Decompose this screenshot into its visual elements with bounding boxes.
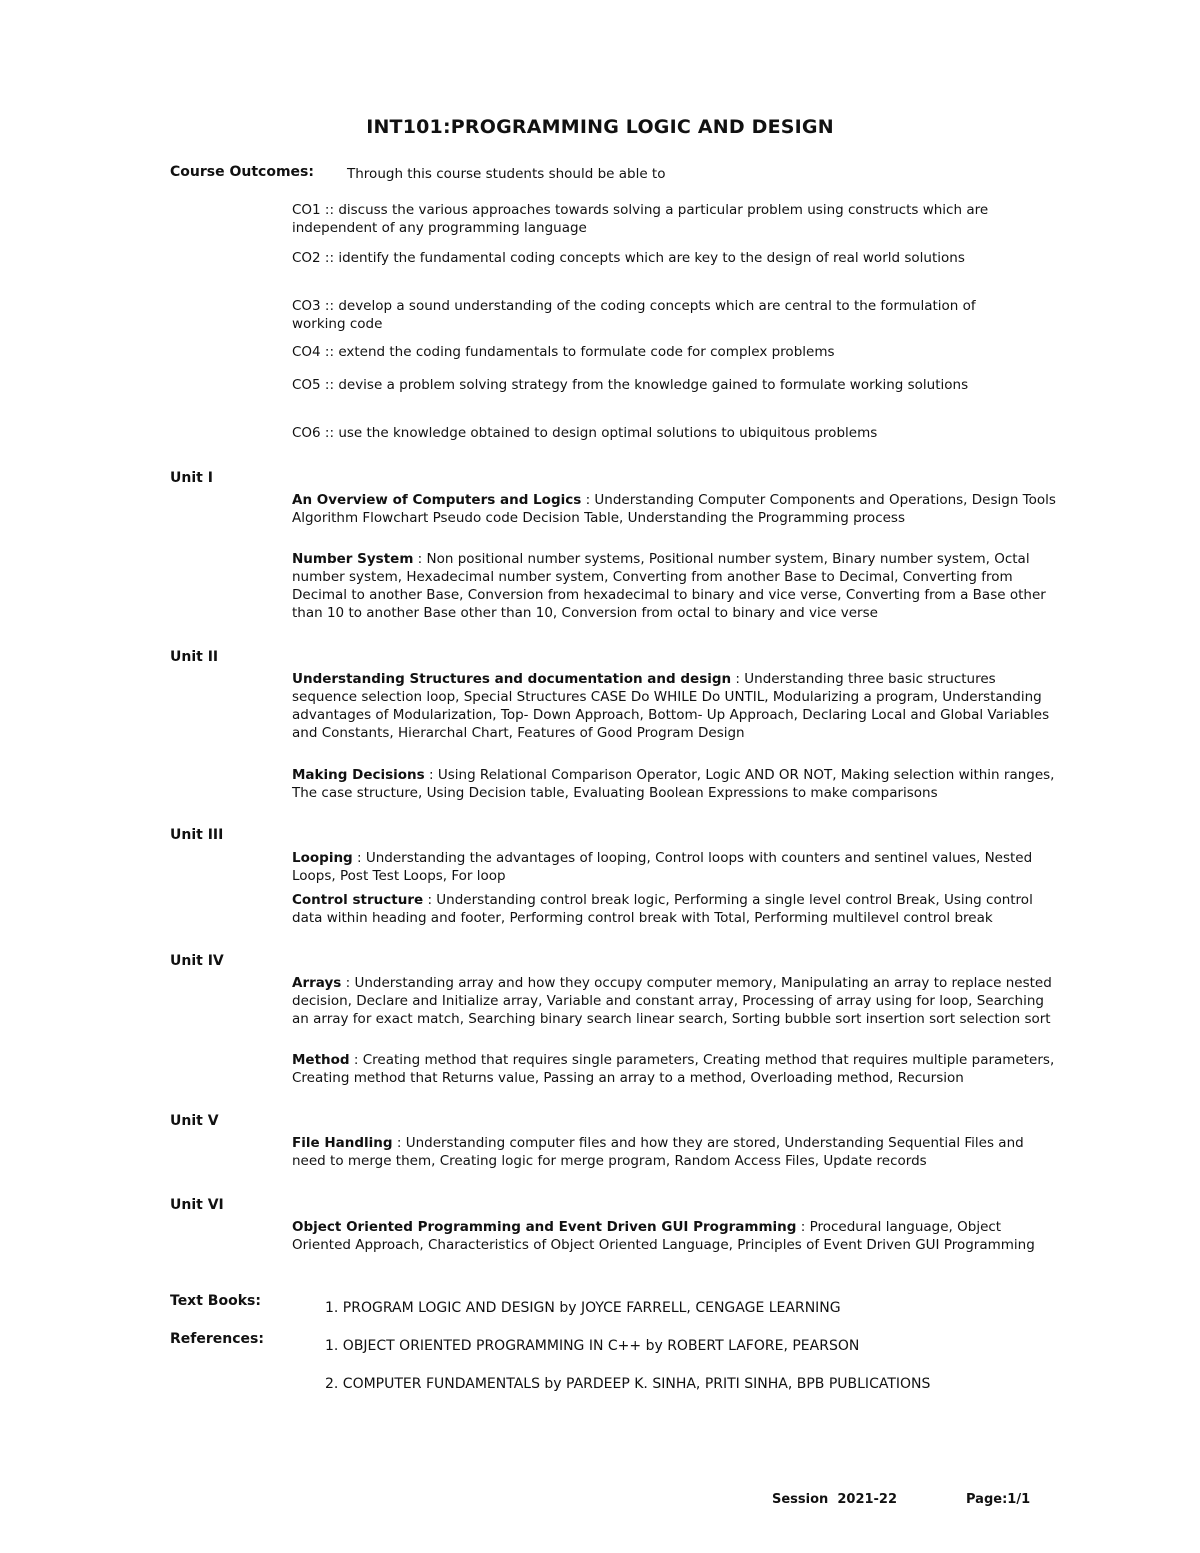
- course-outcomes-label: Course Outcomes:: [170, 164, 314, 180]
- unit-topic: [292, 670, 1057, 742]
- topic-heading: Understanding Structures and documentation and design: [292, 671, 732, 687]
- course-outcomes-intro: Through this course students should be able to: [347, 166, 666, 182]
- topic-heading: Making Decisions: [292, 767, 425, 783]
- course-outcome-item: CO2 :: identify the fundamental coding concepts which are key to the design of real world solutions: [292, 250, 965, 266]
- topic-separator: :: [413, 551, 427, 567]
- topic-separator: :: [423, 892, 437, 908]
- text-book-item: 1. PROGRAM LOGIC AND DESIGN by JOYCE FARRELL, CENGAGE LEARNING: [325, 1300, 841, 1316]
- unit-topic: [292, 766, 1057, 802]
- session-label: Session 2021-22: [772, 1492, 898, 1507]
- topic-heading: Control structure: [292, 892, 424, 908]
- page-number: Page:1/1: [966, 1492, 1031, 1507]
- course-outcome-item: CO1 :: discuss the various approaches towards solving a particular problem using constructs which are independent of any programming language: [292, 202, 989, 236]
- course-outcome-item: CO6 :: use the knowledge obtained to design optimal solutions to ubiquitous problems: [292, 425, 878, 441]
- unit-label: Unit VI: [170, 1197, 224, 1213]
- topic-text: Creating method that requires single parameters, Creating method that requires multiple parameters, Creating method that Returns value, Passing an array to a method, Overloading method, Recursion: [292, 1052, 1055, 1086]
- unit-topic: [292, 974, 1057, 1028]
- topic-heading: Arrays: [292, 975, 342, 991]
- unit-topic: [292, 849, 1057, 885]
- topic-heading: Looping: [292, 850, 353, 866]
- unit-label: Unit III: [170, 827, 224, 843]
- topic-heading: File Handling: [292, 1135, 393, 1151]
- unit-topic: [292, 891, 1057, 927]
- topic-text: Procedural language, Object Oriented Approach, Characteristics of Object Oriented Language, Principles of Event Driven GUI Programming: [292, 1219, 1035, 1253]
- topic-separator: :: [392, 1135, 406, 1151]
- topic-separator: :: [424, 767, 438, 783]
- topic-text: Understanding array and how they occupy computer memory, Manipulating an array to replace nested decision, Declare and Initialize array, Variable and constant array, Processing of array using for loop, Searching an array for exact match, Searching binary search linear search, Sorting bubble sort insertion sort selection sort: [292, 975, 1052, 1027]
- unit-label: Unit I: [170, 470, 213, 486]
- unit-topic: [292, 491, 1057, 527]
- unit-topic: [292, 1218, 1057, 1254]
- topic-text: Understanding the advantages of looping, Control loops with counters and sentinel values, Nested Loops, Post Test Loops, For loop: [292, 850, 1033, 884]
- references-label: References:: [170, 1331, 264, 1347]
- document-title: INT101:PROGRAMMING LOGIC AND DESIGN: [366, 116, 834, 138]
- reference-item: 1. OBJECT ORIENTED PROGRAMMING IN C++ by ROBERT LAFORE, PEARSON: [325, 1338, 860, 1354]
- unit-topic: [292, 1134, 1057, 1170]
- unit-label: Unit V: [170, 1113, 219, 1129]
- topic-separator: :: [731, 671, 745, 687]
- topic-text: Understanding control break logic, Performing a single level control Break, Using control data within heading and footer, Performing control break with Total, Performing multilevel control break: [292, 892, 1033, 926]
- topic-text: Understanding computer files and how they are stored, Understanding Sequential Files and need to merge them, Creating logic for merge program, Random Access Files, Update records: [292, 1135, 1024, 1169]
- topic-text: Understanding Computer Components and Operations, Design Tools Algorithm Flowchart Pseudo code Decision Table, Understanding the Programming process: [292, 492, 1056, 526]
- topic-separator: :: [352, 850, 366, 866]
- topic-text: Using Relational Comparison Operator, Logic AND OR NOT, Making selection within ranges, The case structure, Using Decision table, Evaluating Boolean Expressions to make comparisons: [292, 767, 1055, 801]
- topic-separator: :: [796, 1219, 810, 1235]
- topic-heading: Method: [292, 1052, 350, 1068]
- unit-topic: [292, 550, 1057, 622]
- unit-label: Unit IV: [170, 953, 224, 969]
- text-books-label: Text Books:: [170, 1293, 261, 1309]
- topic-separator: :: [341, 975, 355, 991]
- topic-heading: Number System: [292, 551, 414, 567]
- course-outcome-item: CO4 :: extend the coding fundamentals to formulate code for complex problems: [292, 344, 835, 360]
- topic-separator: :: [581, 492, 595, 508]
- topic-text: Non positional number systems, Positional number system, Binary number system, Octal number system, Hexadecimal number system, Converting from another Base to Decimal, Converting from Decimal to another Base, Conversion from hexadecimal to binary and vice verse, Converting from a Base other than 10 to another Base other than 10, Conversion from octal to binary and vice verse: [292, 551, 1046, 621]
- course-outcome-item: CO3 :: develop a sound understanding of the coding concepts which are central to the formulation of working code: [292, 298, 976, 332]
- topic-heading: An Overview of Computers and Logics: [292, 492, 582, 508]
- reference-item: 2. COMPUTER FUNDAMENTALS by PARDEEP K. SINHA, PRITI SINHA, BPB PUBLICATIONS: [325, 1376, 931, 1392]
- topic-text: Understanding three basic structures sequence selection loop, Special Structures CASE Do WHILE Do UNTIL, Modularizing a program, Understanding advantages of Modularization, Top- Down Approach, Bottom- Up Approach, Declaring Local and Global Variables and Constants, Hierarchal Chart, Features of Good Program Design: [292, 671, 1050, 741]
- course-outcome-item: CO5 :: devise a problem solving strategy from the knowledge gained to formulate working solutions: [292, 377, 969, 393]
- topic-heading: Object Oriented Programming and Event Driven GUI Programming: [292, 1219, 797, 1235]
- unit-label: Unit II: [170, 649, 219, 665]
- unit-topic: [292, 1051, 1057, 1087]
- topic-separator: :: [349, 1052, 363, 1068]
